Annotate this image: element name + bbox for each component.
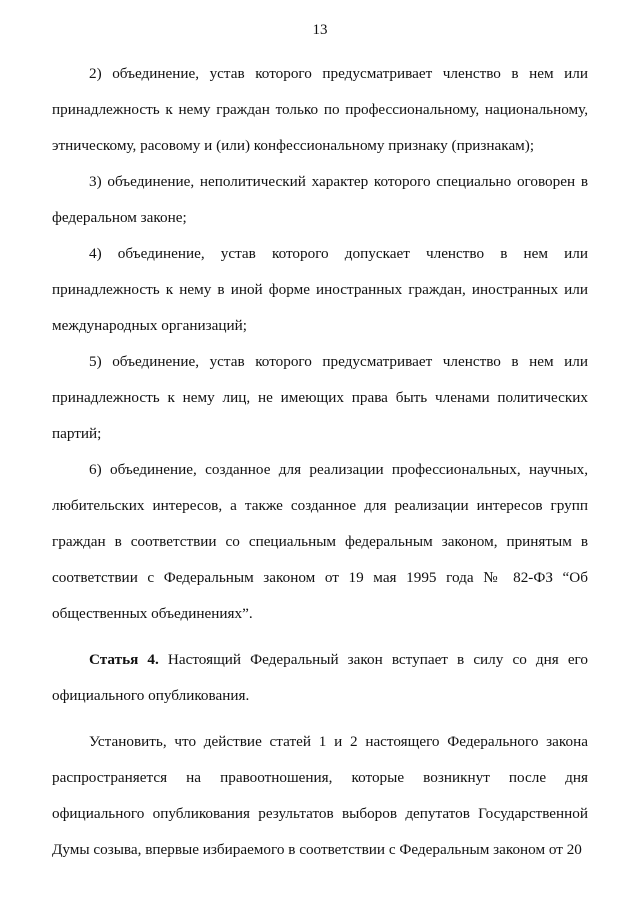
article-4-text: Настоящий Федеральный закон вступает в силу со дня его официального опубликования.: [52, 651, 589, 704]
list-item-5: 5) объединение, устав которого предусматривает членство в нем или принадлежность к нему лиц, не имеющих права быть членами политических партий;: [52, 353, 588, 442]
page-number: 13: [312, 22, 328, 38]
list-item-2: 2) объединение, устав которого предусматривает членство в нем или принадлежность к нему граждан только по профессиональному, национальному, этническому, расовому и (или) конфессиональному признаку (признакам);: [52, 65, 588, 154]
list-item-6: 6) объединение, созданное для реализации профессиональных, научных, любительских интересов, а также созданное для реализации интересов групп граждан в соответствии со специальным федеральным законом, принятым в соответствии с Федеральным законом от 19 мая 1995 года № 82-ФЗ “Об общественных объединениях”.: [52, 461, 588, 622]
list-item-4: 4) объединение, устав которого допускает членство в нем или принадлежность к нему в иной форме иностранных граждан, иностранных или международных организаций;: [52, 245, 588, 334]
final-paragraph: Установить, что действие статей 1 и 2 настоящего Федерального закона распространяется на правоотношения, которые возникнут после дня официального опубликования результатов выборов депутатов Государственной Думы созыва, впервые избираемого в соответствии с Федеральным законом от 20: [52, 733, 588, 858]
article-4-paragraph: [52, 642, 588, 714]
article-4-heading: Статья 4.: [89, 651, 159, 668]
document-body: [52, 56, 588, 868]
list-item-3: 3) объединение, неполитический характер которого специально оговорен в федеральном законе;: [52, 173, 588, 226]
